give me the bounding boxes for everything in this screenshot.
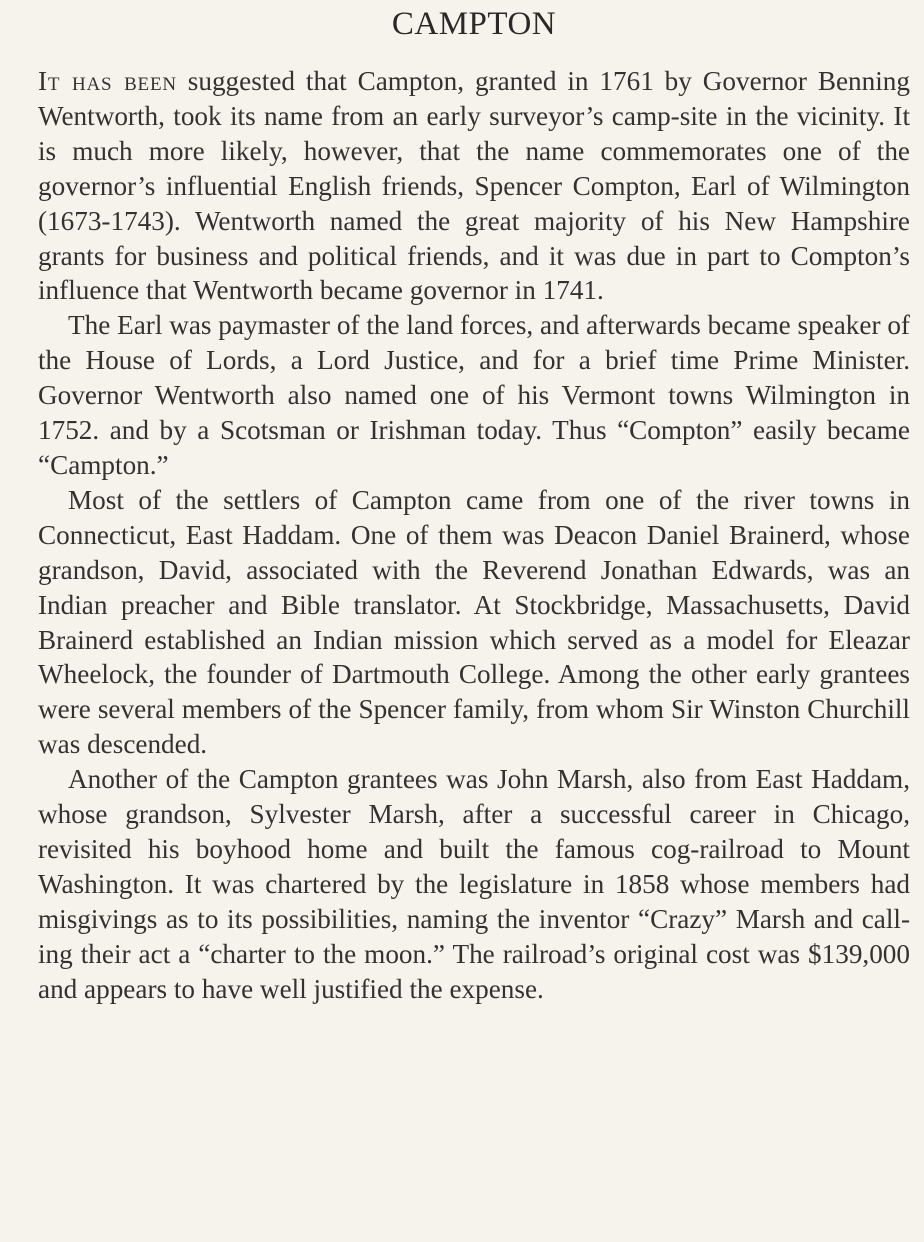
paragraph-lead-in: It has been — [38, 66, 177, 96]
paragraph-1-text: suggested that Campton, granted in 1761 by Governor Benning Wentworth, took its name from an early surveyor’s camp-site in the vicinity. It is much more likely, however, that the name commemorates one of the governor’s influential English friends, Spencer Compton, Earl of Wilmington (1673-1743). Wentworth named the great majority of his New Hampshire grants for business and political friends, and it was due in part to Compton’s influence that Wentworth became governor in 1741. — [38, 66, 910, 306]
paragraph-2: The Earl was paymaster of the land forces, and afterwards became speaker of the House of Lords, a Lord Justice, and for a brief time Prime Minister. Governor Wentworth also named one of his Vermont towns Wilmington in 1752. and by a Scotsman or Irishman today. Thus “Compton” easily became “Campton.” — [38, 310, 910, 480]
paragraph-3: Most of the settlers of Campton came from one of the river towns in Connecticut, East Haddam. One of them was Deacon Daniel Brainerd, whose grandson, David, associated with the Reverend Jonathan Edwards, was an Indian preacher and Bible translator. At Stockbridge, Massachusetts, David Brainerd established an Indian mission which served as a model for Eleazar Wheelock, the founder of Dartmouth College. Among the other early grantees were several members of the Spencer family, from whom Sir Winston Churchill was descended. — [38, 484, 910, 760]
paragraph-4: Another of the Campton grantees was John Marsh, also from East Haddam, whose grandson, Sylvester Marsh, after a successful career in Chicago, revisited his boyhood home and built the famous cog-railroad to Mount Washington. It was chartered by the legislature in 1858 whose members had misgivings as to its possibilities, naming the inventor “Crazy” Marsh and calling their act a “charter to the moon.” The railroad’s original cost was $139,000 and appears to have well justified the expense. — [38, 764, 910, 1004]
page-title: CAMPTON — [391, 6, 557, 42]
paragraph-1 — [38, 64, 910, 308]
article-body — [38, 64, 910, 1006]
